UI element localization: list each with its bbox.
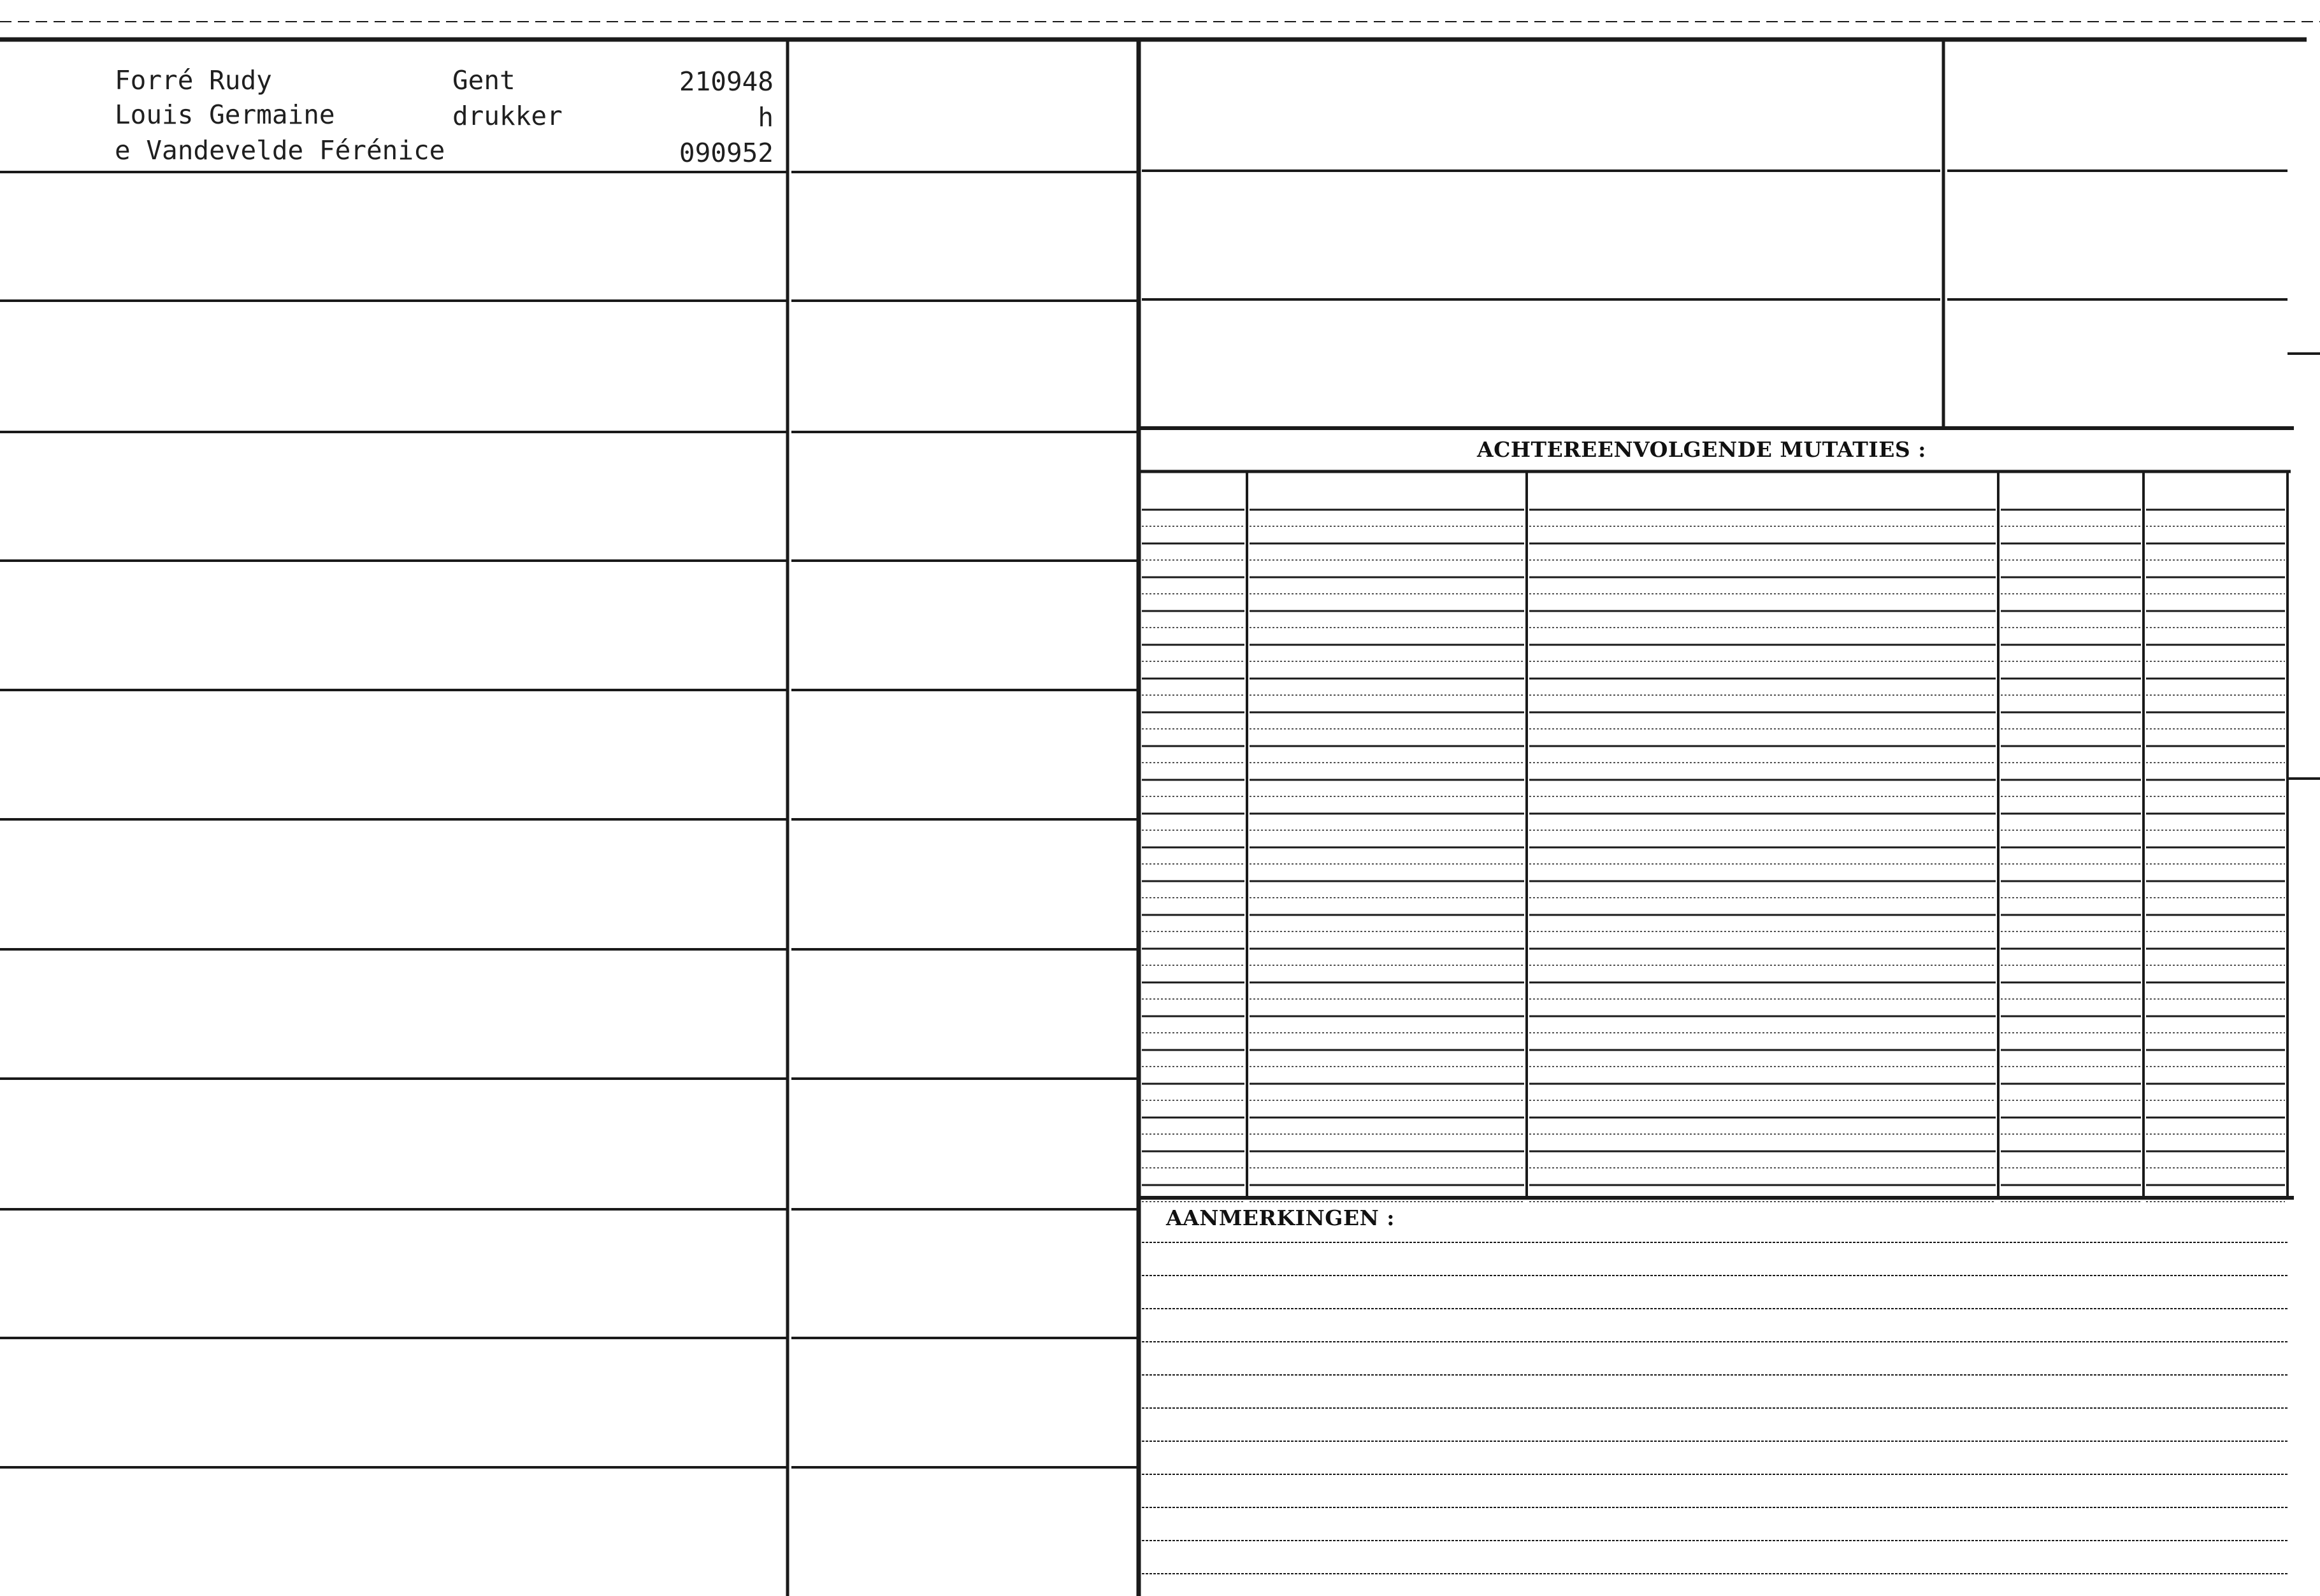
entry-sex: h bbox=[758, 102, 774, 133]
remarks-heading: AANMERKINGEN : bbox=[1166, 1205, 1395, 1230]
entry-name-line2: Louis Germaine bbox=[115, 99, 335, 130]
mutations-heading: ACHTEREENVOLGENDE MUTATIES : bbox=[1477, 437, 1926, 462]
entry-name-line1: Forré Rudy bbox=[115, 65, 272, 96]
entry-name-line3: e Vandevelde Férénice bbox=[115, 135, 445, 166]
entry-date-line3: 090952 bbox=[679, 138, 774, 168]
entry-occupation: drukker bbox=[452, 101, 563, 131]
entry-date-line1: 210948 bbox=[679, 66, 774, 97]
entry-place-line1: Gent bbox=[452, 65, 515, 96]
